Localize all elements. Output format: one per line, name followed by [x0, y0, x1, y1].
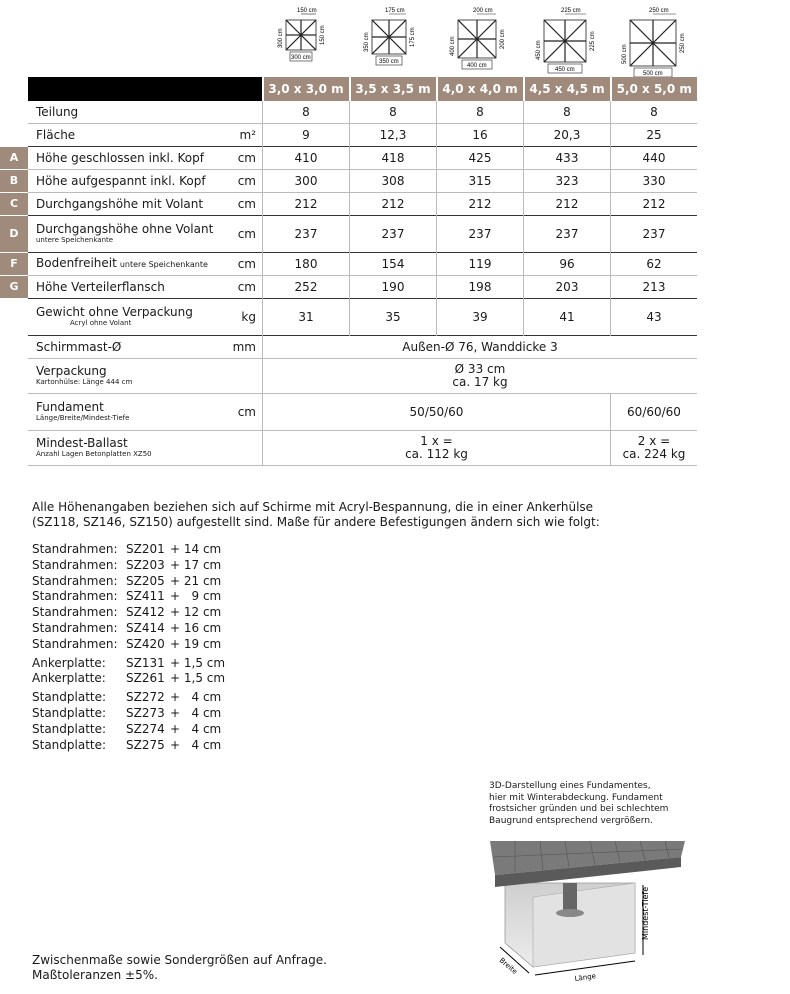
mount-code: SZ261	[126, 671, 165, 686]
row-sublabel: untere Speichenkante	[36, 236, 114, 244]
fundament-label: Fundament	[36, 400, 104, 414]
umbrella-top-view-icon	[266, 4, 342, 64]
spec-table	[0, 77, 697, 466]
cell-value: 213	[611, 276, 698, 299]
mount-add: + 4 cm	[170, 705, 222, 720]
mount-row	[32, 589, 225, 605]
cell-value: 323	[524, 170, 611, 193]
mount-row	[32, 722, 225, 738]
cell-value: 96	[524, 253, 611, 276]
header-size-5: 5,0 x 5,0 m	[611, 77, 698, 101]
header-size-3: 4,0 x 4,0 m	[437, 77, 524, 101]
fundament-value-1: 50/50/60	[263, 394, 611, 431]
cell-value: 212	[437, 193, 524, 216]
row-unit	[230, 101, 263, 124]
row-letter-badge: C	[0, 193, 28, 215]
cell-value: 252	[263, 276, 350, 299]
row-label: Durchgangshöhe ohne Volant	[36, 222, 214, 236]
mount-add: + 14 cm	[170, 542, 222, 556]
row-label: Teilung	[36, 104, 79, 119]
umbrella-diagram	[610, 4, 702, 80]
cell-value: 315	[437, 170, 524, 193]
mount-add: + 4 cm	[170, 690, 222, 705]
table-row	[0, 170, 697, 193]
mount-add: + 9 cm	[170, 589, 222, 604]
mount-row	[32, 621, 225, 637]
cell-value: 12,3	[350, 124, 437, 147]
diagram-side-label: 250 cm	[649, 8, 669, 14]
mount-row	[32, 738, 225, 754]
row-label: Durchgangshöhe mit Volant	[36, 196, 204, 211]
mount-code: SZ201	[126, 542, 165, 556]
mount-row	[32, 574, 225, 590]
cell-value: 237	[437, 216, 524, 253]
row-letter-badge: G	[0, 276, 28, 298]
cell-value: 119	[437, 253, 524, 276]
cell-value: 237	[263, 216, 350, 253]
mount-add: + 1,5 cm	[170, 655, 226, 670]
table-row-ballast	[0, 431, 697, 466]
diagram-right-label: 175 cm	[410, 27, 416, 47]
cell-value: 190	[350, 276, 437, 299]
height-note-line1: Alle Höhenangaben beziehen sich auf Schirme mit Acryl-Bespannung, die in einer Ankerhülse	[32, 500, 594, 514]
cell-value: 43	[611, 299, 698, 336]
umbrella-top-view-icon	[438, 4, 522, 72]
cell-value: 237	[611, 216, 698, 253]
cell-value: 20,3	[524, 124, 611, 147]
table-row-mast	[0, 336, 697, 359]
row-unit: cm	[230, 253, 263, 276]
height-note	[32, 500, 600, 530]
diagram-side-label: 175 cm	[385, 8, 405, 14]
mount-row	[32, 637, 225, 653]
mount-type: Standrahmen:	[32, 542, 118, 556]
mount-type: Standrahmen:	[32, 573, 118, 588]
cell-value: 237	[524, 216, 611, 253]
height-note-line2: (SZ118, SZ146, SZ150) aufgestellt sind. Maße für andere Befestigungen ändern sich wie folgt:	[32, 515, 600, 529]
header-size-1: 3,0 x 3,0 m	[263, 77, 350, 101]
row-unit: cm	[230, 276, 263, 299]
mount-group	[32, 542, 225, 653]
header-size-4: 4,5 x 4,5 m	[524, 77, 611, 101]
diagram-left-label: 400 cm	[450, 36, 456, 56]
table-row	[0, 253, 697, 276]
row-unit: cm	[230, 193, 263, 216]
mount-code: SZ420	[126, 636, 165, 651]
diagram-right-label: 225 cm	[590, 31, 596, 51]
row-unit: cm	[230, 147, 263, 170]
diagram-right-label: 200 cm	[500, 29, 506, 49]
table-row-verpackung	[0, 359, 697, 394]
diagram-right-label: 250 cm	[680, 33, 686, 53]
mount-code: SZ274	[126, 721, 165, 736]
fundament-value-2: 60/60/60	[611, 394, 698, 431]
mount-type: Standrahmen:	[32, 589, 118, 604]
foundation-caption-line: frostsicher gründen und bei schlechtem	[489, 804, 669, 814]
cell-value: 330	[611, 170, 698, 193]
cell-value: 62	[611, 253, 698, 276]
cell-value: 410	[263, 147, 350, 170]
cell-value: 8	[263, 101, 350, 124]
mount-row	[32, 671, 225, 687]
mount-group	[32, 690, 225, 753]
cell-value: 35	[350, 299, 437, 336]
diagram-right-label: 150 cm	[320, 25, 326, 45]
mount-add: + 17 cm	[170, 557, 222, 572]
row-letter-badge: F	[0, 253, 28, 275]
table-row	[0, 276, 697, 299]
row-label: Bodenfreiheit	[36, 256, 117, 270]
cell-value: 9	[263, 124, 350, 147]
cell-value: 25	[611, 124, 698, 147]
cell-value: 308	[350, 170, 437, 193]
footer-line2: Maßtoleranzen ±5%.	[32, 968, 158, 982]
row-label: Höhe geschlossen inkl. Kopf	[36, 150, 204, 165]
verpackung-label: Verpackung	[36, 364, 107, 378]
mast-unit: mm	[230, 336, 263, 359]
mount-type: Standplatte:	[32, 690, 107, 705]
mount-code: SZ412	[126, 605, 165, 620]
mount-code: SZ273	[126, 705, 165, 720]
mount-add: + 12 cm	[170, 605, 222, 620]
verpackung-line1: Ø 33 cm	[454, 362, 506, 376]
cell-value: 198	[437, 276, 524, 299]
diagram-bottom-label: 300 cm	[291, 55, 311, 61]
row-letter-badge: A	[0, 147, 28, 169]
cell-value: 418	[350, 147, 437, 170]
mount-add: + 4 cm	[170, 737, 222, 752]
cell-value: 212	[350, 193, 437, 216]
diagram-left-label: 350 cm	[364, 32, 370, 52]
row-label: Höhe Verteilerflansch	[36, 279, 165, 294]
cell-value: 440	[611, 147, 698, 170]
table-row	[0, 124, 697, 147]
footer-line1: Zwischenmaße sowie Sondergrößen auf Anfrage.	[32, 953, 327, 967]
table-header-row	[0, 77, 697, 101]
cell-value: 31	[263, 299, 350, 336]
diagram-side-label: 150 cm	[297, 8, 317, 14]
diagram-side-label: 200 cm	[473, 8, 493, 14]
foundation-caption-line: 3D-Darstellung eines Fundamentes,	[489, 781, 651, 791]
diagram-bottom-label: 400 cm	[467, 63, 487, 69]
cell-value: 425	[437, 147, 524, 170]
mount-type: Standplatte:	[32, 705, 107, 720]
cell-value: 41	[524, 299, 611, 336]
fundament-unit: cm	[230, 394, 263, 431]
row-label: Höhe aufgespannt inkl. Kopf	[36, 173, 206, 188]
cell-value: 203	[524, 276, 611, 299]
mount-row	[32, 656, 225, 672]
ballast-label: Mindest-Ballast	[36, 436, 128, 450]
foundation-3d-svg	[485, 835, 695, 985]
foundation-illustration	[485, 835, 695, 989]
umbrella-diagram	[352, 4, 432, 68]
cell-value: 237	[350, 216, 437, 253]
mast-label: Schirmmast-Ø	[28, 336, 230, 359]
diagram-bottom-label: 500 cm	[643, 71, 663, 77]
verpackung-sub: Kartonhülse: Länge 444 cm	[36, 378, 133, 386]
mast-value: Außen-Ø 76, Wanddicke 3	[263, 336, 698, 359]
foundation-caption-line: Baugrund entsprechend vergrößern.	[489, 815, 653, 826]
width-label: Breite	[497, 956, 519, 976]
cell-value: 39	[437, 299, 524, 336]
mount-type: Ankerplatte:	[32, 655, 106, 670]
mount-group	[32, 656, 225, 688]
ballast-value-1a: 1 x =	[420, 434, 453, 448]
row-label: Fläche	[36, 127, 76, 142]
cell-value: 16	[437, 124, 524, 147]
table-row-fundament	[0, 394, 697, 431]
header-blank	[28, 77, 263, 101]
depth-label: Mindest-Tiefe	[641, 886, 650, 940]
verpackung-line2: ca. 17 kg	[452, 375, 508, 389]
footer-note	[32, 953, 327, 983]
umbrella-diagram	[266, 4, 342, 64]
foundation-caption	[489, 781, 699, 827]
mount-code: SZ414	[126, 620, 165, 635]
row-unit: kg	[230, 299, 263, 336]
ballast-value-1b: ca. 112 kg	[405, 447, 468, 461]
umbrella-top-view-icon	[352, 4, 432, 68]
fundament-sub: Länge/Breite/Mindest-Tiefe	[36, 414, 130, 422]
mount-type: Standplatte:	[32, 737, 107, 752]
header-size-2: 3,5 x 3,5 m	[350, 77, 437, 101]
cell-value: 212	[524, 193, 611, 216]
mount-row	[32, 605, 225, 621]
mount-add: + 16 cm	[170, 620, 222, 635]
row-sublabel: untere Speichenkante	[119, 260, 208, 269]
mount-type: Standrahmen:	[32, 605, 118, 620]
cell-value: 180	[263, 253, 350, 276]
cell-value: 212	[611, 193, 698, 216]
umbrella-diagram	[524, 4, 612, 76]
table-row	[0, 216, 697, 253]
mount-code: SZ205	[126, 573, 165, 588]
mount-type: Standrahmen:	[32, 557, 118, 572]
table-row	[0, 299, 697, 336]
cell-value: 154	[350, 253, 437, 276]
mount-row	[32, 706, 225, 722]
mount-add: + 19 cm	[170, 636, 222, 651]
table-row	[0, 101, 697, 124]
ballast-value-2b: ca. 224 kg	[622, 447, 686, 461]
umbrella-diagram	[438, 4, 522, 72]
diagram-bottom-label: 350 cm	[379, 59, 399, 65]
row-unit: m²	[230, 124, 263, 147]
table-row	[0, 193, 697, 216]
row-sublabel: Acryl ohne Volant	[70, 319, 132, 327]
mount-type: Standrahmen:	[32, 620, 118, 635]
umbrella-top-view-icon	[610, 4, 702, 80]
cell-value: 300	[263, 170, 350, 193]
mount-code: SZ275	[126, 737, 165, 752]
diagram-left-label: 300 cm	[278, 28, 284, 48]
umbrella-top-view-icon	[524, 4, 612, 76]
diagram-left-label: 450 cm	[536, 40, 542, 60]
table-row	[0, 147, 697, 170]
ballast-value-2a: 2 x =	[637, 434, 671, 448]
mount-add: + 4 cm	[170, 721, 222, 736]
row-letter-badge: B	[0, 170, 28, 192]
row-letter-badge: D	[0, 216, 28, 252]
row-unit: cm	[230, 170, 263, 193]
cell-value: 8	[437, 101, 524, 124]
cell-value: 433	[524, 147, 611, 170]
cell-value: 8	[611, 101, 698, 124]
mount-add: + 1,5 cm	[170, 671, 226, 686]
diagram-left-label: 500 cm	[622, 44, 628, 64]
mount-row	[32, 558, 225, 574]
mount-row	[32, 542, 225, 558]
foundation-caption-line: hier mit Winterabdeckung. Fundament	[489, 792, 663, 803]
mount-type: Standplatte:	[32, 721, 107, 736]
row-unit: cm	[230, 216, 263, 253]
cell-value: 8	[350, 101, 437, 124]
mount-type: Ankerplatte:	[32, 671, 106, 686]
length-label: Länge	[574, 972, 597, 983]
mount-code: SZ131	[126, 655, 165, 670]
mount-code: SZ272	[126, 690, 165, 705]
cell-value: 212	[263, 193, 350, 216]
mount-type: Standrahmen:	[32, 636, 118, 651]
mount-list	[32, 542, 225, 753]
mount-add: + 21 cm	[170, 573, 222, 588]
row-label: Gewicht ohne Verpackung	[36, 305, 193, 319]
mount-code: SZ203	[126, 557, 165, 572]
mount-row	[32, 690, 225, 706]
diagram-side-label: 225 cm	[561, 8, 581, 14]
cell-value: 8	[524, 101, 611, 124]
diagram-bottom-label: 450 cm	[555, 67, 575, 73]
ballast-sub: Anzahl Lagen Betonplatten XZ50	[36, 450, 152, 458]
mount-code: SZ411	[126, 589, 165, 604]
